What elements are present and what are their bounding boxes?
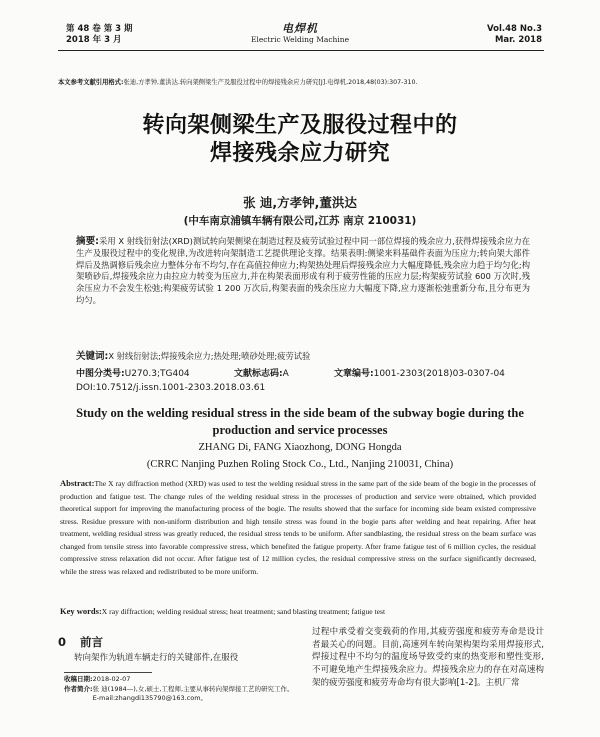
intro-paragraph-start: 转向架作为轨道车辆走行的关键部件,在服役 — [74, 653, 239, 663]
header-rule — [58, 50, 544, 51]
section-title: 前言 — [80, 635, 104, 649]
intro-paragraph-continued: 过程中承受着交变载荷的作用,其疲劳强度和疲劳寿命是设计者最关心的问题。目前,高速列车转向架构架均采用焊接形式,焊接过程中不均匀的温度场导致受约束的热变形和塑性变形,不可避免地产生焊接残余应力。焊接残余应力的存在对高速构架的疲劳强度和疲劳寿命均有很大影响[1-2]。主机厂常 — [312, 627, 544, 688]
date-cn: 2018 年 3 月 — [66, 35, 122, 45]
keywords-cn-text: X 射线衍射法;焊接残余应力;热处理;喷砂处理;疲劳试验 — [108, 351, 311, 361]
abstract-en-text: The X ray diffraction method (XRD) was used to test the welding residual stress in the same part of the side beam of the bogie in the processes of production and fatigue test. The change rules of the welding residual stress in the processes of production and service were obtained, which provided theoretical support for improving the manufacturing process of the bogie. The results showed that the surface for incoming side beam existed compressive stress. Residue pressure with non-uniform distribution and high tensile stress was found in the bogie parts after welding and heat repairing. After heat treatment, welding residual stress was greatly reduced, the residual stress tends to be uniform. After sandblasting, the residual stress on the beam surface was changed from tensile stress into favorable compressive stress, which benefited the fatigue property. After frame fatigue test of 6 million cycles, the residual compressive stress relaxation did not occur. After fatigue test of 12 million cycles, the residual compressive stress on the surface significantly decreased, while the stress was relaxed and redistributed to be more uniform. — [60, 479, 536, 576]
keywords-en-label: Key words: — [60, 606, 102, 616]
keywords-en-text: X ray diffraction; welding residual stress; heat treatment; sand blasting treatment; fatigue test — [101, 607, 386, 616]
title-cn-line2: 焊接残余应力研究 — [209, 141, 390, 166]
doc-code-label: 文献标志码: — [234, 369, 283, 379]
doi: DOI:10.7512/j.issn.1001-2303.2018.03.61 — [76, 383, 266, 393]
received-date — [64, 675, 296, 685]
keywords-en — [60, 606, 536, 617]
section-heading — [58, 634, 103, 650]
journal-logo-text: 电焊机 — [282, 22, 318, 35]
clc-label: 中图分类号: — [76, 369, 125, 379]
abstract-cn-text: 采用 X 射线衍射法(XRD)测试转向架侧梁在制造过程及疲劳试验过程中同一部位焊接的残余应力,获得焊接残余应力在生产及服役过程中的变化规律,为改进转向架制造工艺提供理论支撑。结果表明:侧梁来料基础件表面为压应力;转向架大部件焊后及热调修后残余应力整体分布不均匀,存在高值拉伸应力;构架热处理后焊接残余应力大幅度降低,残余应力趋于均匀化;构架喷砂后,焊接残余应力由拉应力转变为压应力,并在构架表面形成有利于疲劳性能的压应力层;构架疲劳试验 600 万次时,残余压应力不会发生松弛;构架疲劳试验 1 200 万次后,构架表面的残余压应力大幅度下降,应力逐渐松弛重新分布,且分布更为均匀。 — [76, 236, 530, 305]
article-number-value: 1001-2303(2018)03-0307-04 — [373, 369, 505, 379]
volume-issue-en: Vol.48 No.3 — [487, 24, 542, 34]
received-label: 收稿日期: — [64, 675, 93, 683]
author-bio — [64, 685, 296, 704]
citation-text: 张迪,方孝钟,董洪达.转向架侧梁生产及服役过程中的焊接残余应力研究[J].电焊机,2018,48(03):307-310. — [123, 79, 418, 86]
abstract-cn — [76, 236, 530, 307]
footnote — [64, 675, 296, 704]
clc-number — [76, 366, 190, 379]
article-number-label: 文章编号: — [334, 369, 374, 379]
abstract-en — [60, 477, 536, 578]
title-cn — [0, 112, 600, 168]
article-number — [334, 366, 505, 379]
received-value: 2018-02-07 — [92, 675, 131, 683]
keywords-cn-label: 关键词: — [76, 351, 109, 362]
journal-name-en: Electric Welding Machine — [250, 35, 350, 44]
abstract-cn-label: 摘要: — [76, 236, 99, 247]
date-en: Mar. 2018 — [494, 35, 542, 45]
journal-issue-en — [487, 24, 542, 46]
section-number: 0 — [58, 635, 67, 649]
citation-format — [58, 78, 548, 87]
abstract-en-label: Abstract: — [60, 478, 95, 488]
affiliation-cn: (中车南京浦镇车辆有限公司,江苏 南京 210031) — [183, 215, 417, 227]
volume-issue-cn: 第 48 卷 第 3 期 — [66, 24, 133, 34]
doc-code-value: A — [282, 369, 289, 379]
citation-label: 本文参考文献引用格式: — [58, 79, 124, 86]
document-code — [234, 366, 289, 379]
author-bio-label: 作者简介: — [64, 684, 93, 693]
title-en: Study on the welding residual stress in the side beam of the subway bogie during the production and service processes — [76, 406, 524, 437]
authors-en: ZHANG Di, FANG Xiaozhong, DONG Hongda — [198, 442, 402, 453]
footnote-rule — [64, 672, 152, 673]
title-cn-line1: 转向架侧梁生产及服役过程中的 — [142, 113, 458, 138]
affiliation-en: (CRRC Nanjing Puzhen Roling Stock Co., Ltd., Nanjing 210031, China) — [146, 459, 454, 470]
keywords-cn — [76, 351, 530, 362]
clc-value: U270.3;TG404 — [124, 369, 190, 379]
authors-cn: 张 迪,方孝钟,董洪达 — [243, 195, 357, 210]
author-bio-text: 张 迪(1984—),女,硕士,工程师,主要从事转向架焊接工艺的研究工作。E-mail:zhangdi135790@163.com。 — [92, 684, 294, 702]
